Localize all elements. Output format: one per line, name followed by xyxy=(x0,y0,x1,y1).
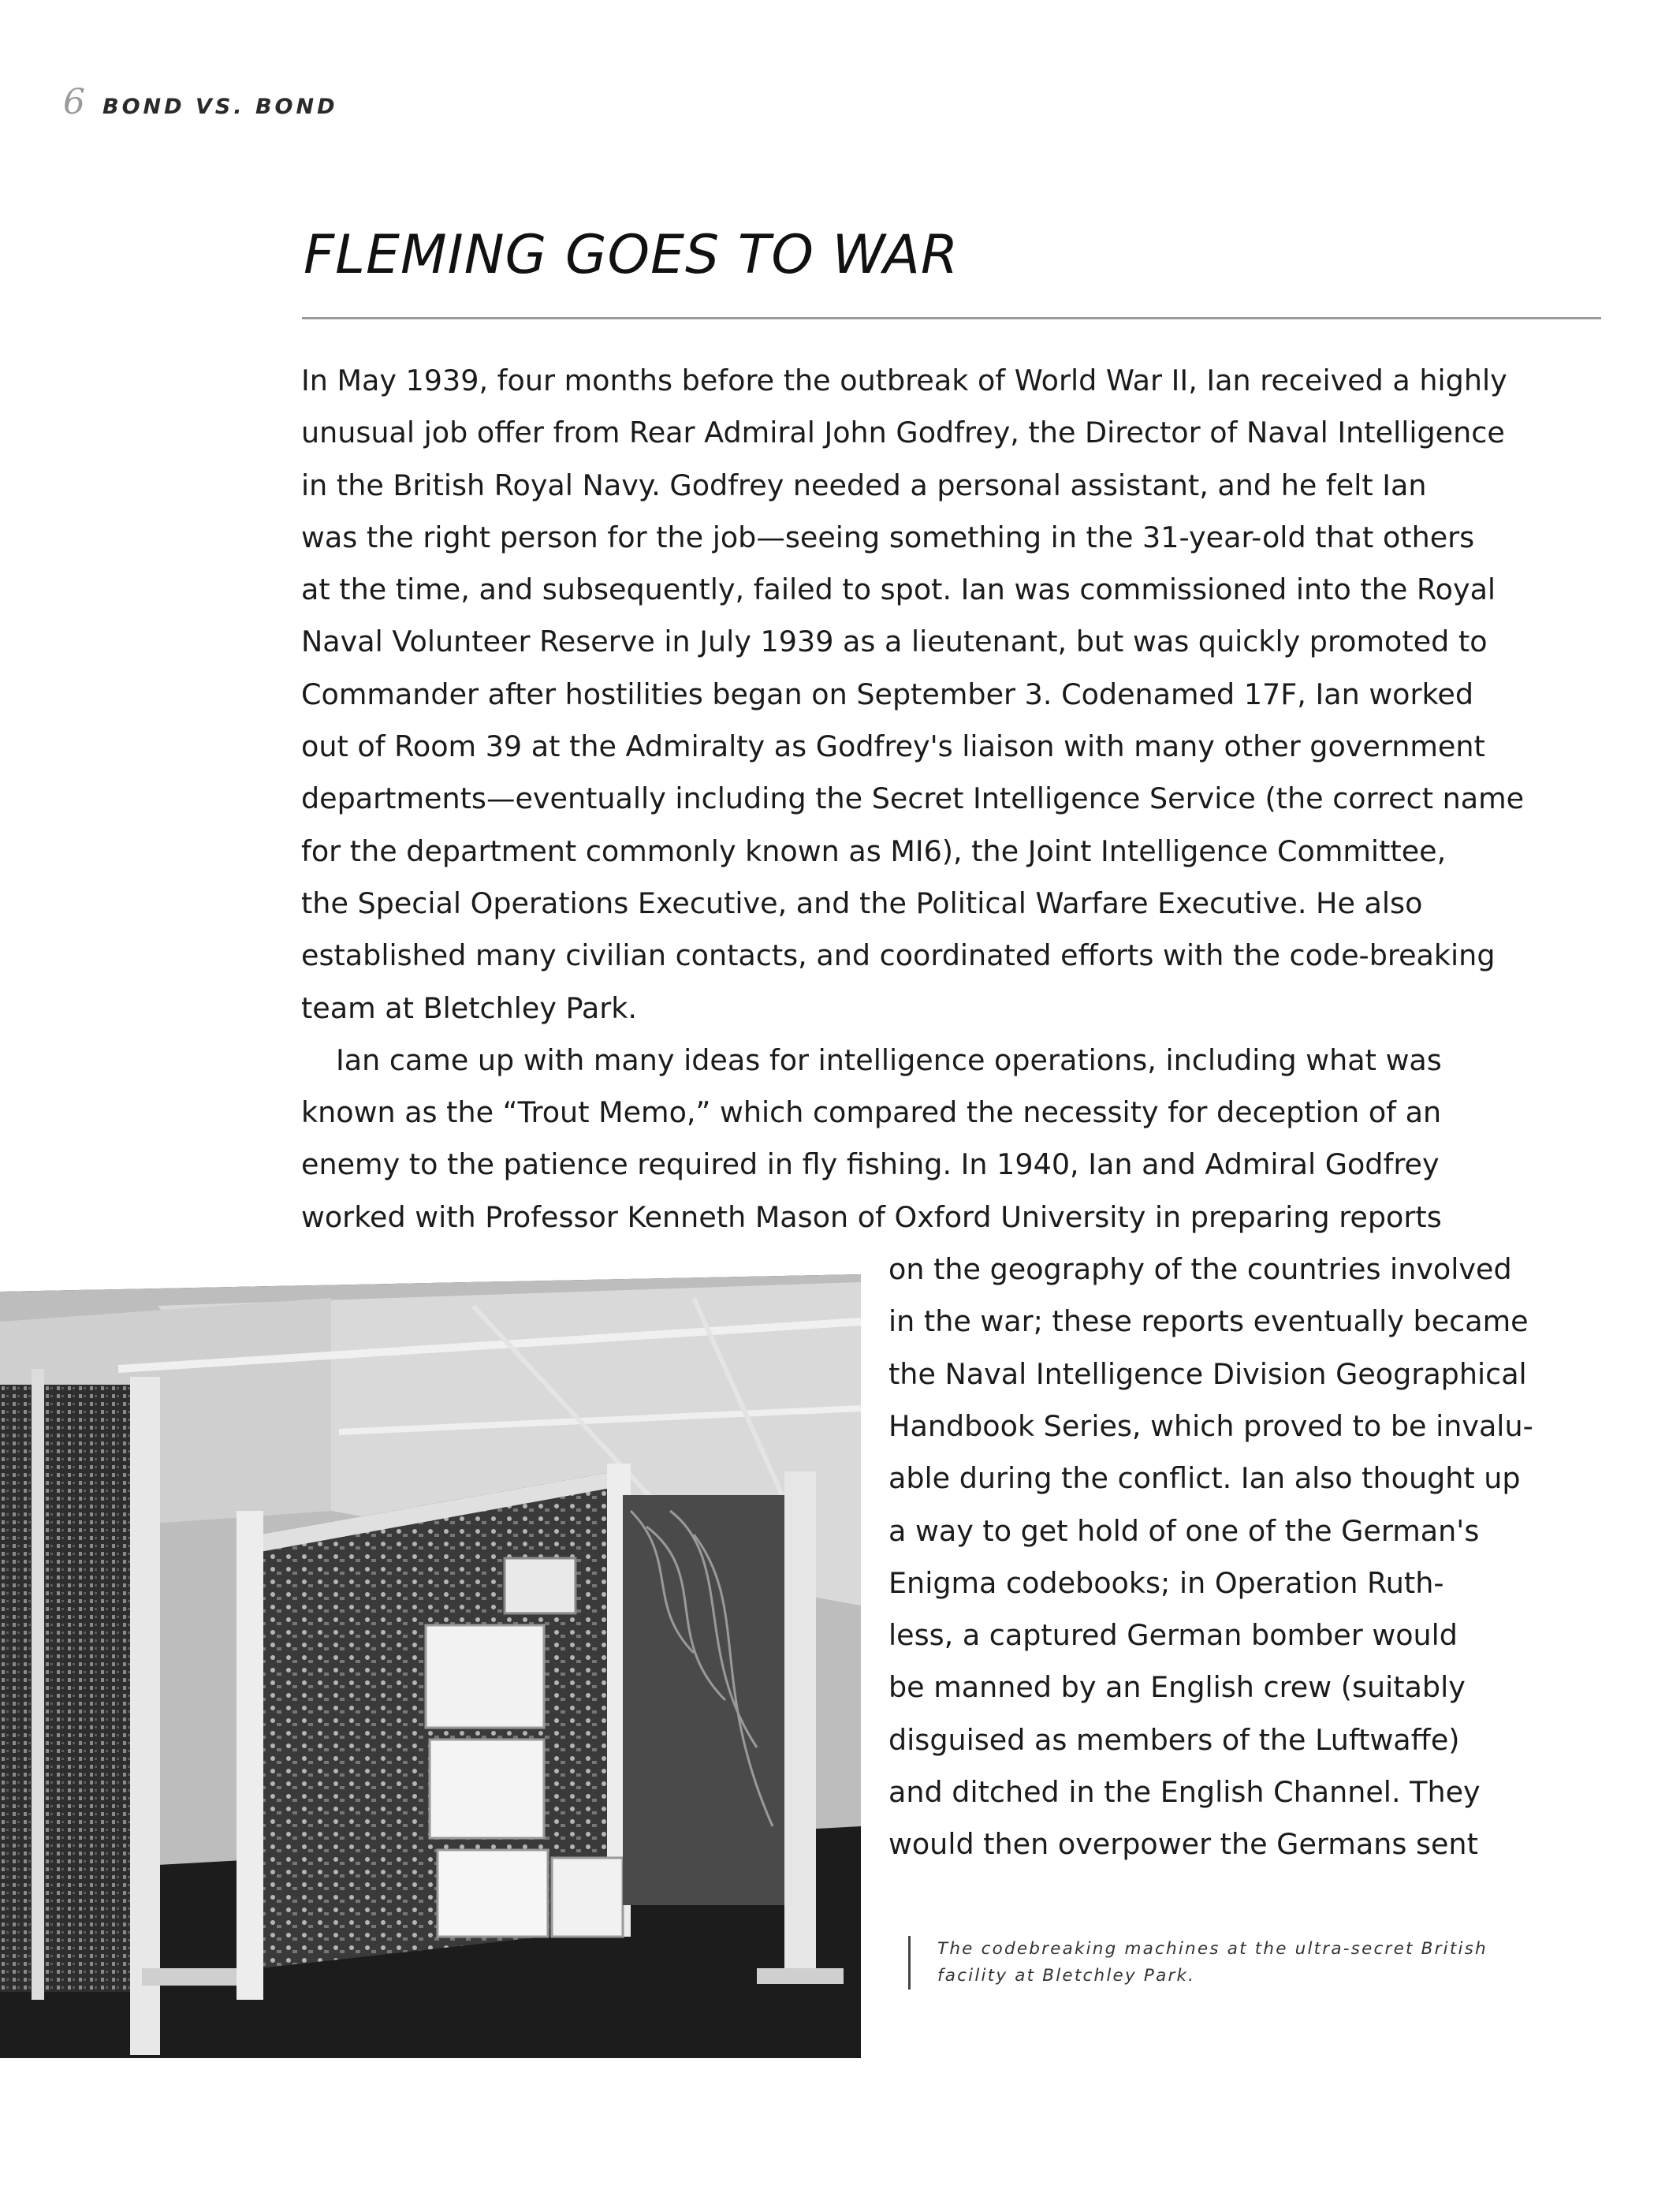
text-line: at the time, and subsequently, failed to spot. Ian was commissioned into the Royal xyxy=(301,572,1496,607)
text-line: Enigma codebooks; in Operation Ruth- xyxy=(888,1565,1444,1600)
text-line: and ditched in the English Channel. They xyxy=(888,1775,1481,1810)
text-line: less, a captured German bomber would xyxy=(888,1618,1458,1653)
text-line: on the geography of the countries involved xyxy=(888,1252,1512,1287)
paragraph-1 xyxy=(301,355,1602,1035)
text-line: disguised as members of the Luftwaffe) xyxy=(888,1722,1460,1757)
text-line: established many civilian contacts, and coordinated efforts with the code-breaking xyxy=(301,938,1496,973)
text-line: Commander after hostilities began on September 3. Codenamed 17F, Ian worked xyxy=(301,677,1473,711)
text-line: was the right person for the job—seeing something in the 31-year-old that others xyxy=(301,520,1475,554)
chapter-heading: FLEMING GOES TO WAR xyxy=(304,224,959,286)
text-line: out of Room 39 at the Admiralty as Godfrey's liaison with many other government xyxy=(301,729,1485,764)
text-line: be manned by an English crew (suitably xyxy=(888,1670,1466,1705)
text-line: enemy to the patience required in fly fishing. In 1940, Ian and Admiral Godfrey xyxy=(301,1147,1440,1182)
text-line: in the British Royal Navy. Godfrey needed a personal assistant, and he felt Ian xyxy=(301,468,1427,502)
text-line: the Naval Intelligence Division Geographical xyxy=(888,1356,1527,1391)
heading-divider xyxy=(302,317,1601,319)
text-line: Handbook Series, which proved to be invalu- xyxy=(888,1408,1533,1443)
codebreaking-machines-photo xyxy=(0,1274,861,2058)
text-line: unusual job offer from Rear Admiral John Godfrey, the Director of Naval Intelligence xyxy=(301,416,1505,450)
text-line: the Special Operations Executive, and the Political Warfare Executive. He also xyxy=(301,886,1423,920)
text-line: in the war; these reports eventually became xyxy=(888,1304,1529,1339)
text-line: for the department commonly known as MI6), the Joint Intelligence Committee, xyxy=(301,833,1447,868)
text-line: worked with Professor Kenneth Mason of Oxford University in preparing reports xyxy=(301,1199,1442,1234)
text-line: In May 1939, four months before the outbreak of World War II, Ian received a highly xyxy=(301,364,1507,397)
text-line: Ian came up with many ideas for intelligence operations, including what was xyxy=(336,1042,1442,1077)
caption-line: facility at Bletchley Park. xyxy=(937,1966,1196,1986)
book-title: BOND VS. BOND xyxy=(102,95,338,119)
text-line: a way to get hold of one of the German's xyxy=(888,1513,1480,1548)
text-line: able during the conflict. Ian also thought up xyxy=(888,1461,1521,1496)
text-line: would then overpower the Germans sent xyxy=(888,1827,1478,1862)
text-line: team at Bletchley Park. xyxy=(301,990,638,1025)
page-number: 6 xyxy=(63,82,85,122)
photo-caption xyxy=(908,1936,1488,1990)
text-line: known as the “Trout Memo,” which compared the necessity for deception of an xyxy=(301,1095,1442,1130)
caption-line: The codebreaking machines at the ultra-secret British xyxy=(937,1939,1488,1959)
text-line: Naval Volunteer Reserve in July 1939 as a lieutenant, but was quickly promoted to xyxy=(301,625,1488,659)
running-head xyxy=(63,82,338,122)
text-line: departments—eventually including the Secret Intelligence Service (the correct name xyxy=(301,781,1525,816)
